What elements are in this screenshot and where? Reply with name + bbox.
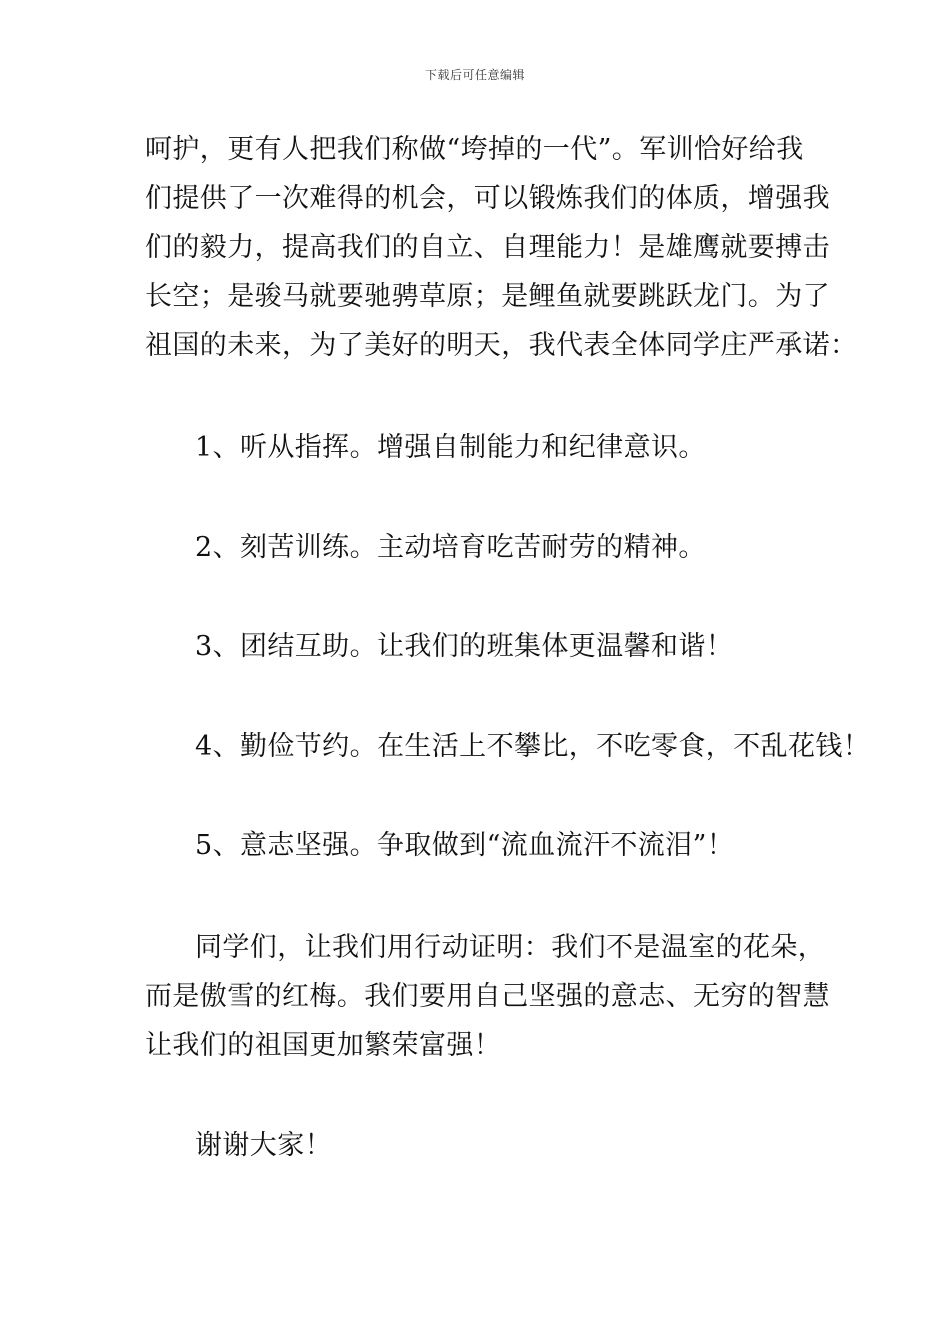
closing-line: 让我们的祖国更加繁荣富强！ xyxy=(145,1030,502,1061)
closing-line: 同学们，让我们用行动证明：我们不是温室的花朵， xyxy=(195,932,826,963)
paragraph-line: 们的毅力，提高我们的自立、自理能力！是雄鹰就要搏击 xyxy=(145,232,830,263)
thanks-line: 谢谢大家！ xyxy=(195,1130,332,1161)
paragraph-line: 长空；是骏马就要驰骋草原；是鲤鱼就要跳跃龙门。为了 xyxy=(145,281,830,312)
promise-item: 1、听从指挥。增强自制能力和纪律意识。 xyxy=(195,432,706,463)
paragraph-line: 祖国的未来，为了美好的明天，我代表全体同学庄严承诺： xyxy=(145,330,858,361)
page-header: 下载后可任意编辑 xyxy=(424,68,525,82)
promise-item: 4、勤俭节约。在生活上不攀比，不吃零食，不乱花钱！ xyxy=(195,731,871,762)
promise-item: 3、团结互助。让我们的班集体更温馨和谐！ xyxy=(195,631,734,662)
promise-item: 5、意志坚强。争取做到“流血流汗不流泪”！ xyxy=(195,830,735,861)
paragraph-line: 们提供了一次难得的机会，可以锻炼我们的体质，增强我 xyxy=(145,183,830,214)
paragraph-line: 呵护，更有人把我们称做“垮掉的一代”。军训恰好给我 xyxy=(145,134,804,165)
promise-item: 2、刻苦训练。主动培育吃苦耐劳的精神。 xyxy=(195,532,706,563)
closing-line: 而是傲雪的红梅。我们要用自己坚强的意志、无穷的智慧 xyxy=(145,981,830,1012)
